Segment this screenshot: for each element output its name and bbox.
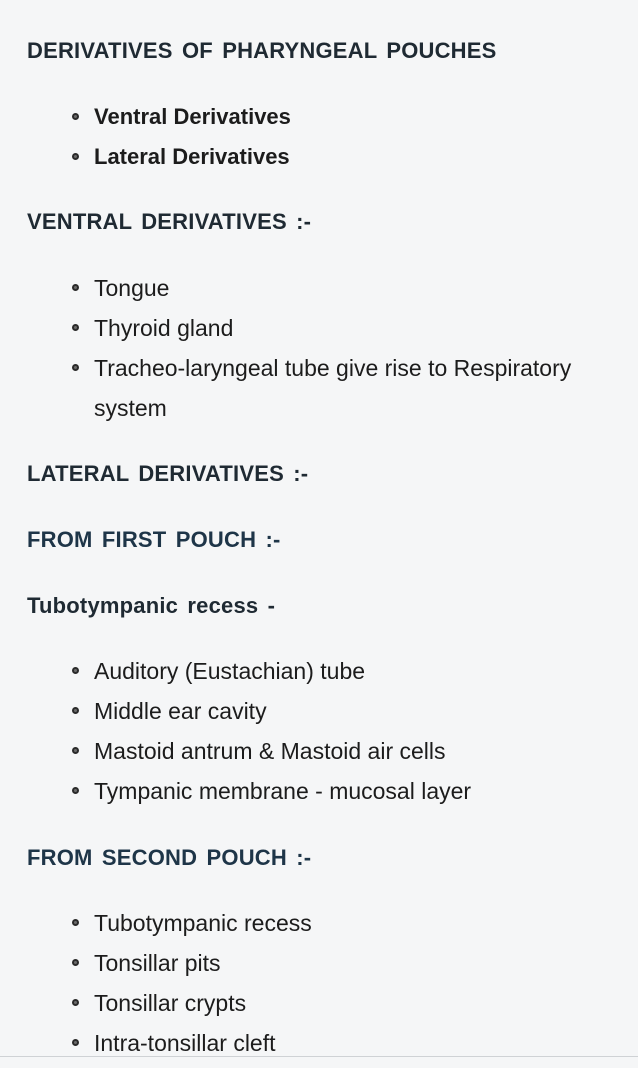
bullet-icon bbox=[72, 999, 79, 1006]
list-item: Ventral Derivatives bbox=[0, 97, 614, 137]
tubotympanic-subheading: Tubotympanic recess - bbox=[27, 593, 276, 618]
bullet-icon bbox=[72, 667, 79, 674]
list-item: Thyroid gland bbox=[0, 308, 614, 348]
list-item: Tonsillar crypts bbox=[0, 983, 614, 1023]
list-item: Middle ear cavity bbox=[0, 691, 614, 731]
bullet-icon bbox=[72, 959, 79, 966]
first-pouch-list bbox=[0, 651, 614, 811]
bullet-icon bbox=[72, 1039, 79, 1046]
bullet-icon bbox=[72, 324, 79, 331]
ventral-list bbox=[0, 268, 614, 428]
list-item: Tympanic membrane - mucosal layer bbox=[0, 771, 614, 811]
list-item: Lateral Derivatives bbox=[0, 137, 614, 177]
list-item: Auditory (Eustachian) tube bbox=[0, 651, 614, 691]
divider bbox=[0, 1056, 638, 1057]
list-item: Tracheo-laryngeal tube give rise to Respiratory system bbox=[0, 348, 614, 428]
list-item: Intra-tonsillar cleft bbox=[0, 1023, 614, 1063]
second-pouch-heading: FROM SECOND POUCH :- bbox=[27, 845, 312, 870]
list-item: Tubotympanic recess bbox=[0, 903, 614, 943]
bullet-icon bbox=[72, 113, 79, 120]
bullet-icon bbox=[72, 284, 79, 291]
bullet-icon bbox=[72, 364, 79, 371]
bullet-icon bbox=[72, 153, 79, 160]
overview-list bbox=[0, 97, 614, 177]
bullet-icon bbox=[72, 787, 79, 794]
first-pouch-heading: FROM FIRST POUCH :- bbox=[27, 527, 281, 552]
list-item: Mastoid antrum & Mastoid air cells bbox=[0, 731, 614, 771]
bullet-icon bbox=[72, 747, 79, 754]
second-pouch-list bbox=[0, 903, 614, 1063]
ventral-heading: VENTRAL DERIVATIVES :- bbox=[27, 209, 312, 234]
lateral-heading: LATERAL DERIVATIVES :- bbox=[27, 461, 309, 486]
bullet-icon bbox=[72, 707, 79, 714]
bullet-icon bbox=[72, 919, 79, 926]
list-item: Tonsillar pits bbox=[0, 943, 614, 983]
list-item: Tongue bbox=[0, 268, 614, 308]
page-title: DERIVATIVES OF PHARYNGEAL POUCHES bbox=[27, 38, 497, 63]
